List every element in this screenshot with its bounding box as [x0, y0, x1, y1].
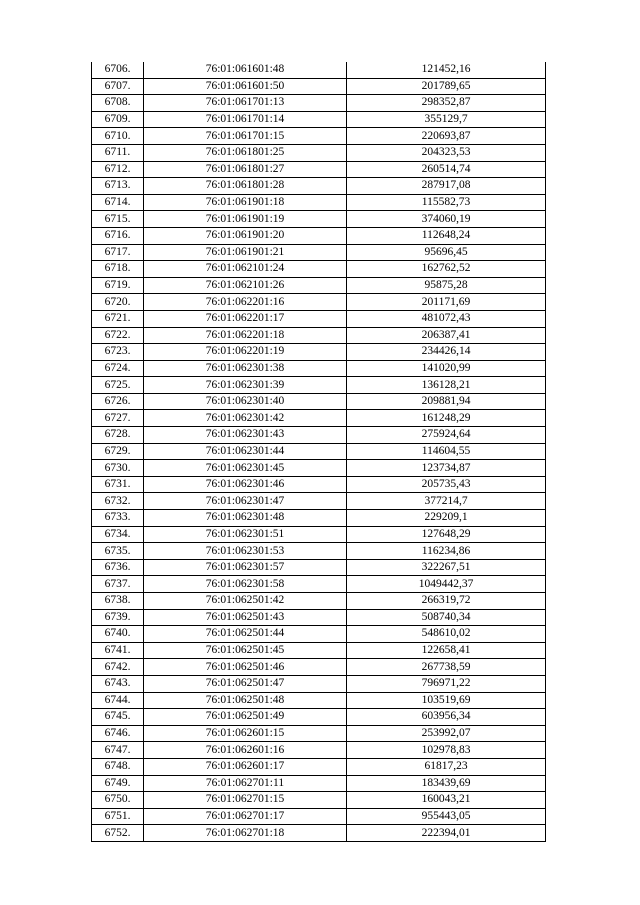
cadastral-number-cell: 76:01:062501:42: [144, 593, 347, 610]
cadastral-number-cell: 76:01:062701:15: [144, 792, 347, 809]
cadastral-number-cell: 76:01:062201:18: [144, 327, 347, 344]
value-cell: 122658,41: [347, 642, 546, 659]
cadastral-number-cell: 76:01:062301:42: [144, 410, 347, 427]
value-cell: 234426,14: [347, 344, 546, 361]
value-cell: 508740,34: [347, 609, 546, 626]
cadastral-number-cell: 76:01:061701:13: [144, 95, 347, 112]
table-row: [92, 609, 546, 626]
row-number-cell: 6715.: [92, 211, 144, 228]
table-body: [92, 62, 546, 841]
table-row: [92, 593, 546, 610]
table-row: [92, 178, 546, 195]
cadastral-value-table: [91, 62, 546, 842]
table-row: [92, 460, 546, 477]
table-row: [92, 344, 546, 361]
table-row: [92, 642, 546, 659]
row-number-cell: 6718.: [92, 261, 144, 278]
cadastral-number-cell: 76:01:062301:45: [144, 460, 347, 477]
table-row: [92, 825, 546, 842]
value-cell: 161248,29: [347, 410, 546, 427]
cadastral-number-cell: 76:01:061601:50: [144, 78, 347, 95]
table-row: [92, 576, 546, 593]
cadastral-number-cell: 76:01:062501:46: [144, 659, 347, 676]
table-row: [92, 725, 546, 742]
table-row: [92, 310, 546, 327]
cadastral-number-cell: 76:01:062301:47: [144, 493, 347, 510]
row-number-cell: 6739.: [92, 609, 144, 626]
value-cell: 209881,94: [347, 393, 546, 410]
value-cell: 796971,22: [347, 675, 546, 692]
table-row: [92, 161, 546, 178]
value-cell: 253992,07: [347, 725, 546, 742]
value-cell: 204323,53: [347, 144, 546, 161]
cadastral-number-cell: 76:01:061701:14: [144, 111, 347, 128]
row-number-cell: 6735.: [92, 543, 144, 560]
value-cell: 201171,69: [347, 294, 546, 311]
cadastral-number-cell: 76:01:062301:46: [144, 476, 347, 493]
table-row: [92, 360, 546, 377]
table-row: [92, 626, 546, 643]
table-row: [92, 294, 546, 311]
value-cell: 1049442,37: [347, 576, 546, 593]
cadastral-number-cell: 76:01:062601:16: [144, 742, 347, 759]
row-number-cell: 6736.: [92, 559, 144, 576]
table-row: [92, 775, 546, 792]
row-number-cell: 6720.: [92, 294, 144, 311]
cadastral-number-cell: 76:01:061801:25: [144, 144, 347, 161]
cadastral-number-cell: 76:01:062301:57: [144, 559, 347, 576]
table-row: [92, 758, 546, 775]
cadastral-number-cell: 76:01:061901:20: [144, 227, 347, 244]
value-cell: 127648,29: [347, 526, 546, 543]
cadastral-number-cell: 76:01:062501:43: [144, 609, 347, 626]
value-cell: 298352,87: [347, 95, 546, 112]
table-row: [92, 543, 546, 560]
table-row: [92, 327, 546, 344]
cadastral-number-cell: 76:01:062201:17: [144, 310, 347, 327]
row-number-cell: 6752.: [92, 825, 144, 842]
table-row: [92, 277, 546, 294]
value-cell: 103519,69: [347, 692, 546, 709]
row-number-cell: 6706.: [92, 62, 144, 78]
row-number-cell: 6709.: [92, 111, 144, 128]
table-row: [92, 144, 546, 161]
row-number-cell: 6716.: [92, 227, 144, 244]
table-row: [92, 526, 546, 543]
value-cell: 121452,16: [347, 62, 546, 78]
value-cell: 160043,21: [347, 792, 546, 809]
row-number-cell: 6742.: [92, 659, 144, 676]
value-cell: 95696,45: [347, 244, 546, 261]
cadastral-number-cell: 76:01:062301:43: [144, 427, 347, 444]
value-cell: 481072,43: [347, 310, 546, 327]
row-number-cell: 6743.: [92, 675, 144, 692]
table-row: [92, 78, 546, 95]
table-row: [92, 111, 546, 128]
row-number-cell: 6744.: [92, 692, 144, 709]
row-number-cell: 6749.: [92, 775, 144, 792]
cadastral-number-cell: 76:01:062201:19: [144, 344, 347, 361]
value-cell: 222394,01: [347, 825, 546, 842]
cadastral-number-cell: 76:01:061901:18: [144, 194, 347, 211]
value-cell: 322267,51: [347, 559, 546, 576]
row-number-cell: 6717.: [92, 244, 144, 261]
cadastral-number-cell: 76:01:061701:15: [144, 128, 347, 145]
cadastral-number-cell: 76:01:062701:18: [144, 825, 347, 842]
row-number-cell: 6711.: [92, 144, 144, 161]
value-cell: 114604,55: [347, 443, 546, 460]
cadastral-number-cell: 76:01:062301:44: [144, 443, 347, 460]
table-row: [92, 194, 546, 211]
row-number-cell: 6734.: [92, 526, 144, 543]
row-number-cell: 6724.: [92, 360, 144, 377]
cadastral-number-cell: 76:01:061901:19: [144, 211, 347, 228]
value-cell: 183439,69: [347, 775, 546, 792]
value-cell: 229209,1: [347, 510, 546, 527]
cadastral-number-cell: 76:01:062501:48: [144, 692, 347, 709]
value-cell: 220693,87: [347, 128, 546, 145]
row-number-cell: 6745.: [92, 709, 144, 726]
row-number-cell: 6727.: [92, 410, 144, 427]
cadastral-number-cell: 76:01:062701:17: [144, 808, 347, 825]
cadastral-number-cell: 76:01:062301:48: [144, 510, 347, 527]
cadastral-number-cell: 76:01:061601:48: [144, 62, 347, 78]
cadastral-number-cell: 76:01:061801:27: [144, 161, 347, 178]
row-number-cell: 6741.: [92, 642, 144, 659]
row-number-cell: 6707.: [92, 78, 144, 95]
table-row: [92, 808, 546, 825]
table-row: [92, 476, 546, 493]
table-row: [92, 659, 546, 676]
cadastral-number-cell: 76:01:061901:21: [144, 244, 347, 261]
value-cell: 162762,52: [347, 261, 546, 278]
cadastral-number-cell: 76:01:062301:51: [144, 526, 347, 543]
value-cell: 205735,43: [347, 476, 546, 493]
table-row: [92, 792, 546, 809]
row-number-cell: 6725.: [92, 377, 144, 394]
row-number-cell: 6738.: [92, 593, 144, 610]
value-cell: 141020,99: [347, 360, 546, 377]
row-number-cell: 6731.: [92, 476, 144, 493]
row-number-cell: 6740.: [92, 626, 144, 643]
row-number-cell: 6733.: [92, 510, 144, 527]
cadastral-number-cell: 76:01:062701:11: [144, 775, 347, 792]
cadastral-number-cell: 76:01:062301:58: [144, 576, 347, 593]
row-number-cell: 6751.: [92, 808, 144, 825]
value-cell: 267738,59: [347, 659, 546, 676]
table-row: [92, 709, 546, 726]
cadastral-number-cell: 76:01:062201:16: [144, 294, 347, 311]
row-number-cell: 6714.: [92, 194, 144, 211]
value-cell: 102978,83: [347, 742, 546, 759]
cadastral-number-cell: 76:01:062501:45: [144, 642, 347, 659]
row-number-cell: 6713.: [92, 178, 144, 195]
row-number-cell: 6746.: [92, 725, 144, 742]
value-cell: 95875,28: [347, 277, 546, 294]
row-number-cell: 6750.: [92, 792, 144, 809]
table-row: [92, 510, 546, 527]
row-number-cell: 6726.: [92, 393, 144, 410]
row-number-cell: 6719.: [92, 277, 144, 294]
value-cell: 275924,64: [347, 427, 546, 444]
value-cell: 116234,86: [347, 543, 546, 560]
table-row: [92, 62, 546, 78]
value-cell: 115582,73: [347, 194, 546, 211]
value-cell: 374060,19: [347, 211, 546, 228]
table-row: [92, 95, 546, 112]
cadastral-number-cell: 76:01:062101:24: [144, 261, 347, 278]
value-cell: 548610,02: [347, 626, 546, 643]
table-row: [92, 559, 546, 576]
row-number-cell: 6721.: [92, 310, 144, 327]
cadastral-number-cell: 76:01:062301:53: [144, 543, 347, 560]
table-row: [92, 493, 546, 510]
row-number-cell: 6732.: [92, 493, 144, 510]
table-row: [92, 675, 546, 692]
table-row: [92, 742, 546, 759]
value-cell: 260514,74: [347, 161, 546, 178]
row-number-cell: 6729.: [92, 443, 144, 460]
cadastral-number-cell: 76:01:062301:40: [144, 393, 347, 410]
table-row: [92, 393, 546, 410]
row-number-cell: 6708.: [92, 95, 144, 112]
row-number-cell: 6728.: [92, 427, 144, 444]
value-cell: 61817,23: [347, 758, 546, 775]
value-cell: 123734,87: [347, 460, 546, 477]
table-row: [92, 410, 546, 427]
table-row: [92, 377, 546, 394]
row-number-cell: 6747.: [92, 742, 144, 759]
cadastral-number-cell: 76:01:062301:39: [144, 377, 347, 394]
value-cell: 603956,34: [347, 709, 546, 726]
cadastral-number-cell: 76:01:062101:26: [144, 277, 347, 294]
row-number-cell: 6730.: [92, 460, 144, 477]
value-cell: 355129,7: [347, 111, 546, 128]
value-cell: 955443,05: [347, 808, 546, 825]
row-number-cell: 6737.: [92, 576, 144, 593]
table-row: [92, 244, 546, 261]
row-number-cell: 6748.: [92, 758, 144, 775]
cadastral-number-cell: 76:01:062501:44: [144, 626, 347, 643]
cadastral-number-cell: 76:01:062501:49: [144, 709, 347, 726]
table-row: [92, 443, 546, 460]
row-number-cell: 6712.: [92, 161, 144, 178]
table-row: [92, 128, 546, 145]
row-number-cell: 6722.: [92, 327, 144, 344]
value-cell: 136128,21: [347, 377, 546, 394]
value-cell: 287917,08: [347, 178, 546, 195]
row-number-cell: 6710.: [92, 128, 144, 145]
cadastral-number-cell: 76:01:061801:28: [144, 178, 347, 195]
value-cell: 377214,7: [347, 493, 546, 510]
table-row: [92, 227, 546, 244]
value-cell: 201789,65: [347, 78, 546, 95]
value-cell: 266319,72: [347, 593, 546, 610]
row-number-cell: 6723.: [92, 344, 144, 361]
table-row: [92, 261, 546, 278]
table-row: [92, 692, 546, 709]
table-row: [92, 427, 546, 444]
value-cell: 206387,41: [347, 327, 546, 344]
table-row: [92, 211, 546, 228]
cadastral-number-cell: 76:01:062501:47: [144, 675, 347, 692]
value-cell: 112648,24: [347, 227, 546, 244]
cadastral-number-cell: 76:01:062601:15: [144, 725, 347, 742]
cadastral-number-cell: 76:01:062601:17: [144, 758, 347, 775]
cadastral-number-cell: 76:01:062301:38: [144, 360, 347, 377]
